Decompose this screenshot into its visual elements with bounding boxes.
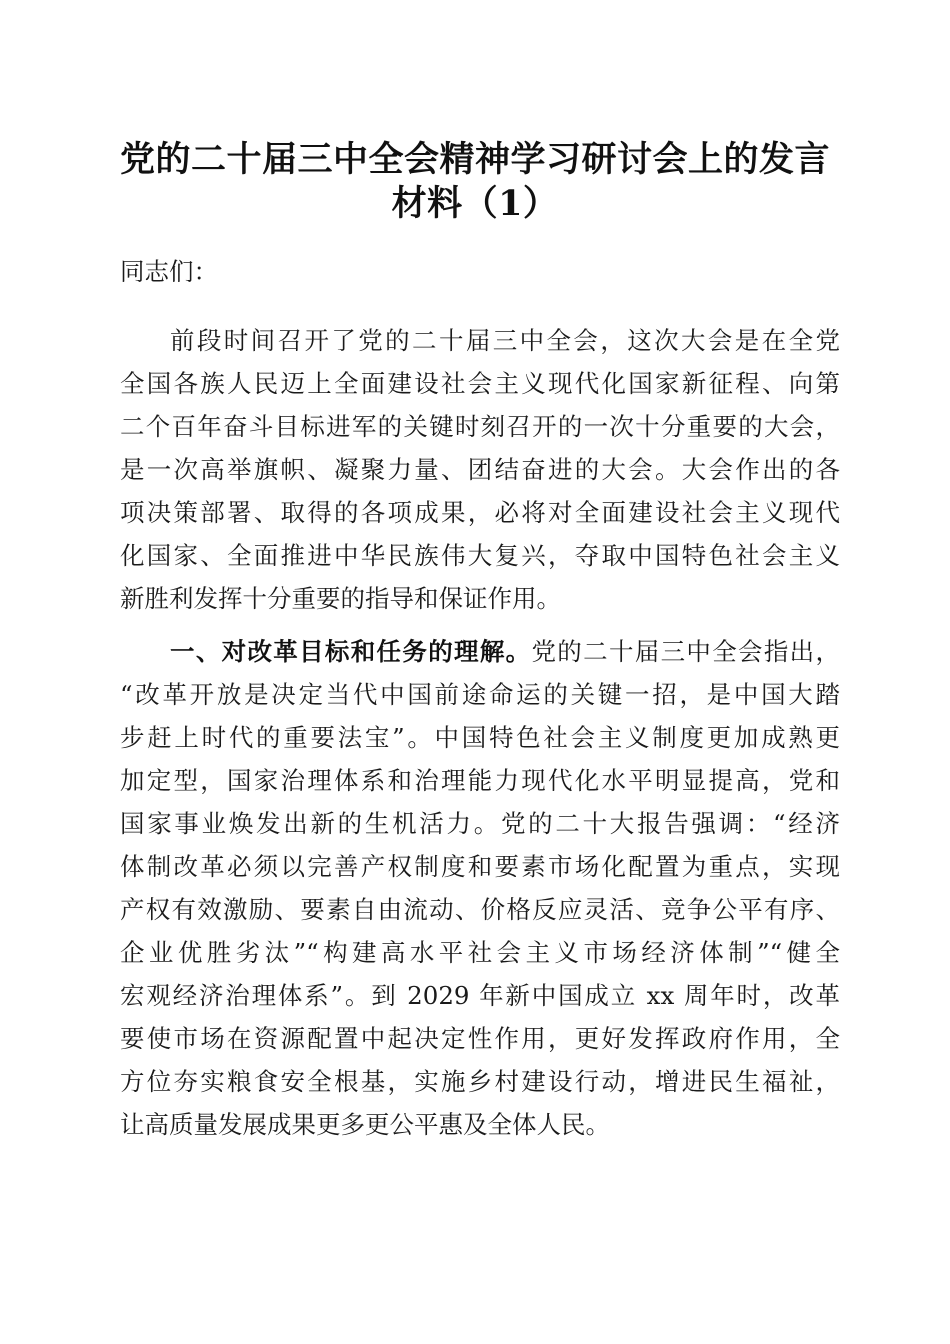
paragraph-1-line: 是一次高举旗帜、凝聚力量、团结奋进的大会。大会作出的各	[120, 455, 840, 484]
section-1-line: 宏观经济治理体系”。到 2029 年新中国成立 xx 周年时，改革	[120, 981, 840, 1010]
paragraph-1-line: 二个百年奋斗目标进军的关键时刻召开的一次十分重要的大会，	[120, 412, 840, 441]
section-1-first-line	[170, 634, 840, 670]
section-1-line: 要使市场在资源配置中起决定性作用，更好发挥政府作用，全	[120, 1024, 840, 1053]
paragraph-1-line: 前段时间召开了党的二十届三中全会，这次大会是在全党	[170, 326, 840, 355]
paragraph-1-line: 项决策部署、取得的各项成果，必将对全面建设社会主义现代	[120, 498, 840, 527]
section-1-line: 加定型，国家治理体系和治理能力现代化水平明显提高，党和	[120, 766, 840, 795]
paragraph-1-line: 新胜利发挥十分重要的指导和保证作用。	[120, 584, 561, 613]
paragraph-1-line: 化国家、全面推进中华民族伟大复兴，夺取中国特色社会主义	[120, 541, 840, 570]
section-1-heading: 一、对改革目标和任务的理解。	[170, 637, 532, 666]
section-1-line: 步赶上时代的重要法宝”。中国特色社会主义制度更加成熟更	[120, 723, 840, 752]
section-1-line: 产权有效激励、要素自由流动、价格反应灵活、竞争公平有序、	[120, 895, 840, 924]
section-1-line: 企业优胜劣汰”“构建高水平社会主义市场经济体制”“健全	[120, 938, 840, 967]
greeting: 同志们：	[120, 257, 218, 286]
paragraph-1-line: 全国各族人民迈上全面建设社会主义现代化国家新征程、向第	[120, 369, 840, 398]
section-1-line: 方位夯实粮食安全根基，实施乡村建设行动，增进民生福祉，	[120, 1067, 840, 1096]
section-1-line: 体制改革必须以完善产权制度和要素市场化配置为重点，实现	[120, 852, 840, 881]
section-1-line: 国家事业焕发出新的生机活力。党的二十大报告强调：“经济	[120, 809, 840, 838]
document-title-line-1: 党的二十届三中全会精神学习研讨会上的发言	[119, 139, 830, 180]
section-1-line: 让高质量发展成果更多更公平惠及全体人民。	[120, 1110, 610, 1139]
section-1-first-line-text: 党的二十届三中全会指出，	[531, 637, 841, 666]
document-title-line-2: 材料（1）	[391, 183, 559, 224]
section-1-line: “改革开放是决定当代中国前途命运的关键一招，是中国大踏	[120, 680, 840, 709]
